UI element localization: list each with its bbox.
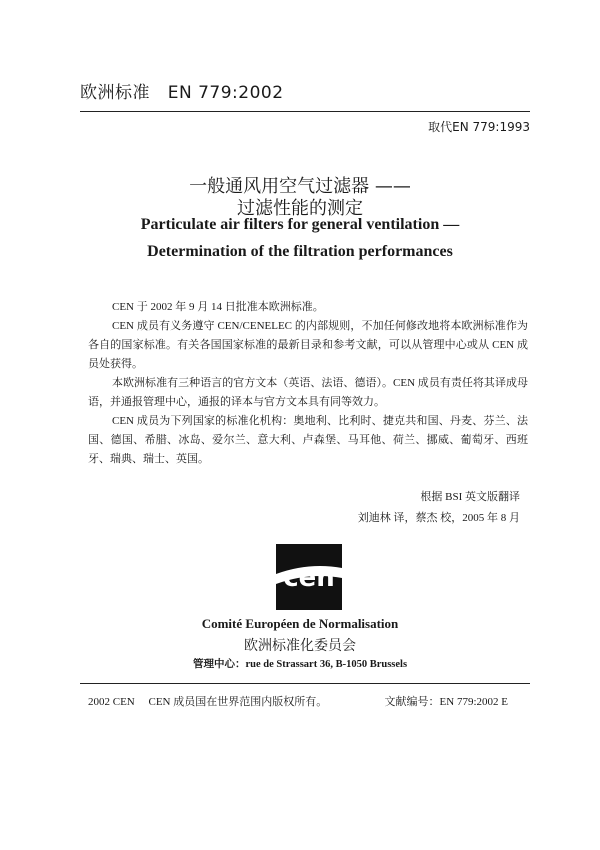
reference-number: 文献编号：EN 779:2002 E <box>384 696 508 708</box>
title-zh-line2: 过滤性能的测定 <box>237 198 363 219</box>
cen-logo-text: cen <box>283 563 335 593</box>
organization-name-en: Comité Européen de Normalisation <box>201 616 399 631</box>
body-paragraph: CEN 成员为下列国家的标准化机构：奥地利、比利时、捷克共和国、丹麦、芬兰、法国、德国、希腊、冰岛、爱尔兰、意大利、卢森堡、马耳他、荷兰、挪威、葡萄牙、西班牙、瑞典、瑞士、英国。 <box>88 415 528 465</box>
title-zh-line1: 一般通风用空气过滤器 —— <box>189 176 411 197</box>
body-paragraph: CEN 于 2002 年 9 月 14 日批准本欧洲标准。 <box>112 301 324 313</box>
organization-address: 管理中心：rue de Strassart 36, B-1050 Brussels <box>192 659 408 670</box>
copyright-notice: 2002 CEN CEN 成员国在世界范围内版权所有。 <box>88 696 328 708</box>
title-en-line1: Particulate air filters for general ventilation — <box>140 216 460 233</box>
standard-number: EN 779:2002 <box>167 83 284 103</box>
body-paragraph: 本欧洲标准有三种语言的官方文本（英语、法语、德语）。CEN 成员有责任将其译成母语，并通报管理中心，通报的译本与官方文本具有同等效力。 <box>88 377 528 408</box>
body-text <box>88 298 528 469</box>
document-header <box>80 78 284 103</box>
translator-line: 刘迪林 译，蔡杰 校，2005 年 8 月 <box>357 512 520 524</box>
translation-credits <box>358 487 520 529</box>
translation-source: 根据 BSI 英文版翻译 <box>420 491 520 503</box>
title-en-line2: Determination of the filtration performances <box>147 243 453 260</box>
cen-logo <box>276 544 342 610</box>
standard-type-label: 欧洲标准 <box>80 83 150 103</box>
organization-name-zh: 欧洲标准化委员会 <box>244 638 356 654</box>
replaces-note: 取代EN 779:1993 <box>428 120 530 134</box>
header-divider <box>80 111 530 112</box>
footer-divider <box>80 683 530 684</box>
body-paragraph: CEN 成员有义务遵守 CEN/CENELEC 的内部规则，不加任何修改地将本欧洲标准作为各自的国家标准。有关各国国家标准的最新目录和参考文献，可以从管理中心或从 CEN 成员处获得。 <box>88 320 528 370</box>
